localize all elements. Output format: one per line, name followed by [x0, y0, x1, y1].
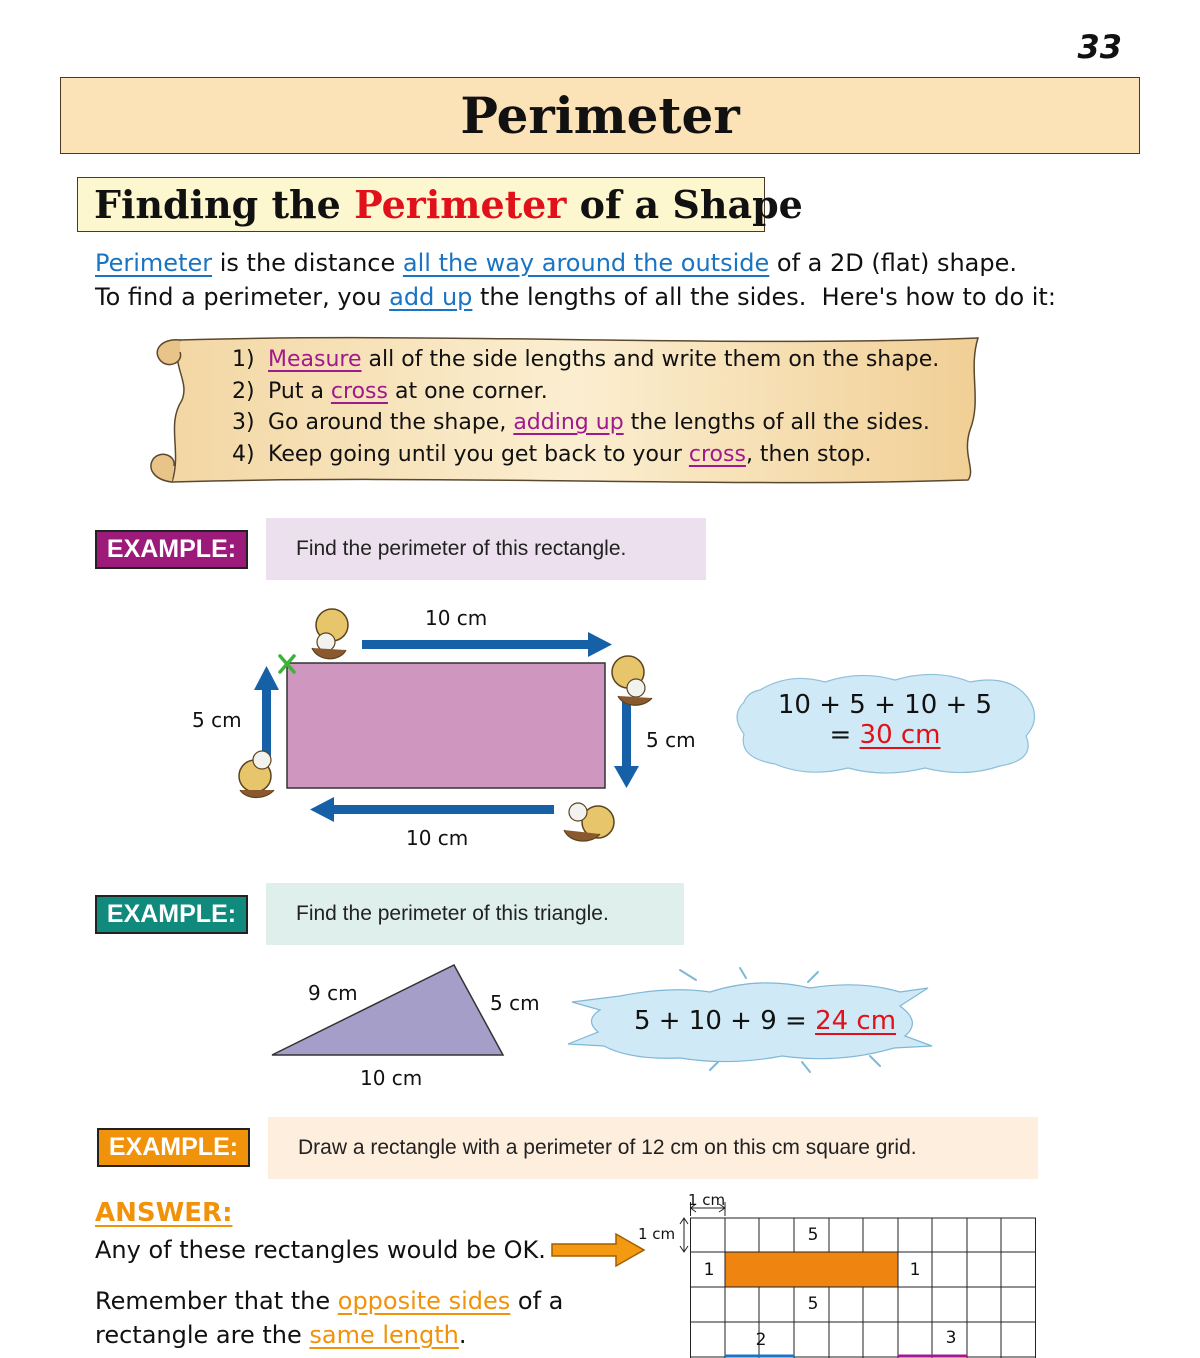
step-item	[232, 344, 939, 376]
step-term: cross	[688, 441, 746, 467]
rectangle-diagram	[200, 600, 720, 860]
walker-icon	[564, 803, 614, 841]
step-text: Put a	[268, 378, 331, 404]
arrow-right	[362, 632, 612, 657]
intro-text: of a 2D (flat) shape.	[769, 249, 1018, 277]
step-text: Go around the shape,	[268, 410, 514, 435]
rect-calc-line1: 10 + 5 + 10 + 5	[777, 690, 993, 720]
example-prompt-3: Draw a rectangle with a perimeter of 12 cm on this cm square grid.	[268, 1117, 1038, 1179]
page-title	[60, 77, 1140, 154]
answer-note-line2	[95, 1318, 563, 1352]
tri-answer: 24 cm	[815, 1006, 897, 1036]
answer-note-line1	[95, 1284, 563, 1318]
arrow-right-icon	[548, 1232, 648, 1268]
step-term: adding up	[513, 410, 624, 435]
grid-unit-h: 1 cm	[688, 1191, 726, 1209]
perimeter-term: Perimeter	[95, 249, 213, 277]
grid-label-r2-left: 2	[755, 1330, 767, 1350]
step-item	[232, 439, 939, 471]
calc-equals: =	[829, 720, 860, 750]
outside-term: all the way around the outside	[402, 249, 770, 277]
intro-line-2	[95, 280, 1155, 314]
step-text: at one corner.	[387, 378, 548, 404]
example-prompt-1: Find the perimeter of this rectangle.	[266, 518, 706, 580]
same-length-term: same length	[309, 1321, 459, 1349]
rect-calc-line2	[740, 720, 1030, 750]
note-text: of a	[510, 1287, 564, 1315]
step-number: 2)	[232, 378, 255, 404]
opposite-sides-term: opposite sides	[337, 1287, 511, 1315]
answer-rectangle	[725, 1252, 898, 1287]
tri-side-c-label: 10 cm	[360, 1066, 423, 1090]
grid-label-left: 1	[703, 1260, 715, 1280]
triangle-shape	[272, 965, 503, 1055]
step-item	[232, 407, 939, 439]
grid-label-r2-right: 3	[945, 1328, 957, 1348]
step-item	[232, 376, 939, 408]
step-text: Keep going until you get back to your	[268, 441, 689, 467]
note-text: Remember that the	[95, 1287, 338, 1315]
section-heading-suffix: of a Shape	[566, 182, 803, 227]
arrow-left	[310, 797, 554, 822]
rect-right-label: 5 cm	[646, 728, 696, 752]
note-text: .	[458, 1321, 467, 1349]
walker-icon	[612, 656, 652, 705]
walker-icon	[312, 609, 348, 659]
tri-side-b-label: 5 cm	[490, 991, 540, 1015]
grid-label-top: 5	[807, 1225, 819, 1245]
rect-answer: 30 cm	[859, 720, 941, 750]
step-number: 3)	[232, 410, 255, 435]
step-text: , then stop.	[745, 441, 872, 467]
example-prompt-2: Find the perimeter of this triangle.	[266, 883, 684, 945]
step-term: cross	[330, 378, 388, 404]
grid-label-bottom: 5	[807, 1294, 819, 1314]
section-heading-highlight: Perimeter	[354, 182, 567, 227]
add-up-term: add up	[389, 283, 473, 311]
tri-calc	[600, 1006, 930, 1036]
answer-label: ANSWER:	[95, 1198, 233, 1228]
intro-paragraph	[95, 246, 1155, 314]
tri-calc-text: 5 + 10 + 9 =	[633, 1006, 816, 1036]
section-heading	[77, 177, 803, 232]
page-title-text: Perimeter	[460, 86, 740, 145]
step-text: all of the side lengths and write them on the shape.	[361, 347, 940, 372]
answer-text: Any of these rectangles would be OK.	[95, 1236, 546, 1264]
arrow-up	[254, 666, 279, 758]
steps-list	[232, 344, 939, 470]
step-text: the lengths of all the sides.	[623, 410, 930, 435]
rect-calc	[740, 690, 1030, 750]
step-number: 4)	[232, 441, 255, 467]
rect-top-label: 10 cm	[425, 606, 488, 630]
rectangle-shape	[287, 663, 605, 788]
note-text: rectangle are the	[95, 1321, 310, 1349]
triangle-diagram	[260, 955, 520, 1065]
intro-text: is the distance	[212, 249, 403, 277]
rect-bottom-label: 10 cm	[406, 826, 469, 850]
section-heading-prefix: Finding the	[94, 182, 355, 227]
arrow-down	[614, 700, 639, 788]
example-badge-1: EXAMPLE:	[95, 530, 248, 569]
intro-text: To find a perimeter, you	[95, 283, 390, 311]
grid-label-right: 1	[909, 1260, 921, 1280]
step-term: Measure	[268, 347, 362, 372]
answer-note	[95, 1284, 563, 1352]
intro-text: the lengths of all the sides. Here's how to do it:	[472, 283, 1056, 311]
example-badge-2: EXAMPLE:	[95, 895, 248, 934]
step-number: 1)	[232, 347, 255, 372]
grid-unit-v: 1 cm	[638, 1225, 676, 1243]
walker-icon	[239, 751, 274, 798]
rect-left-label: 5 cm	[192, 708, 242, 732]
page-number: 33	[1077, 28, 1122, 66]
tri-side-a-label: 9 cm	[308, 981, 358, 1005]
intro-line-1	[95, 246, 1155, 280]
example-badge-3: EXAMPLE:	[97, 1128, 250, 1167]
